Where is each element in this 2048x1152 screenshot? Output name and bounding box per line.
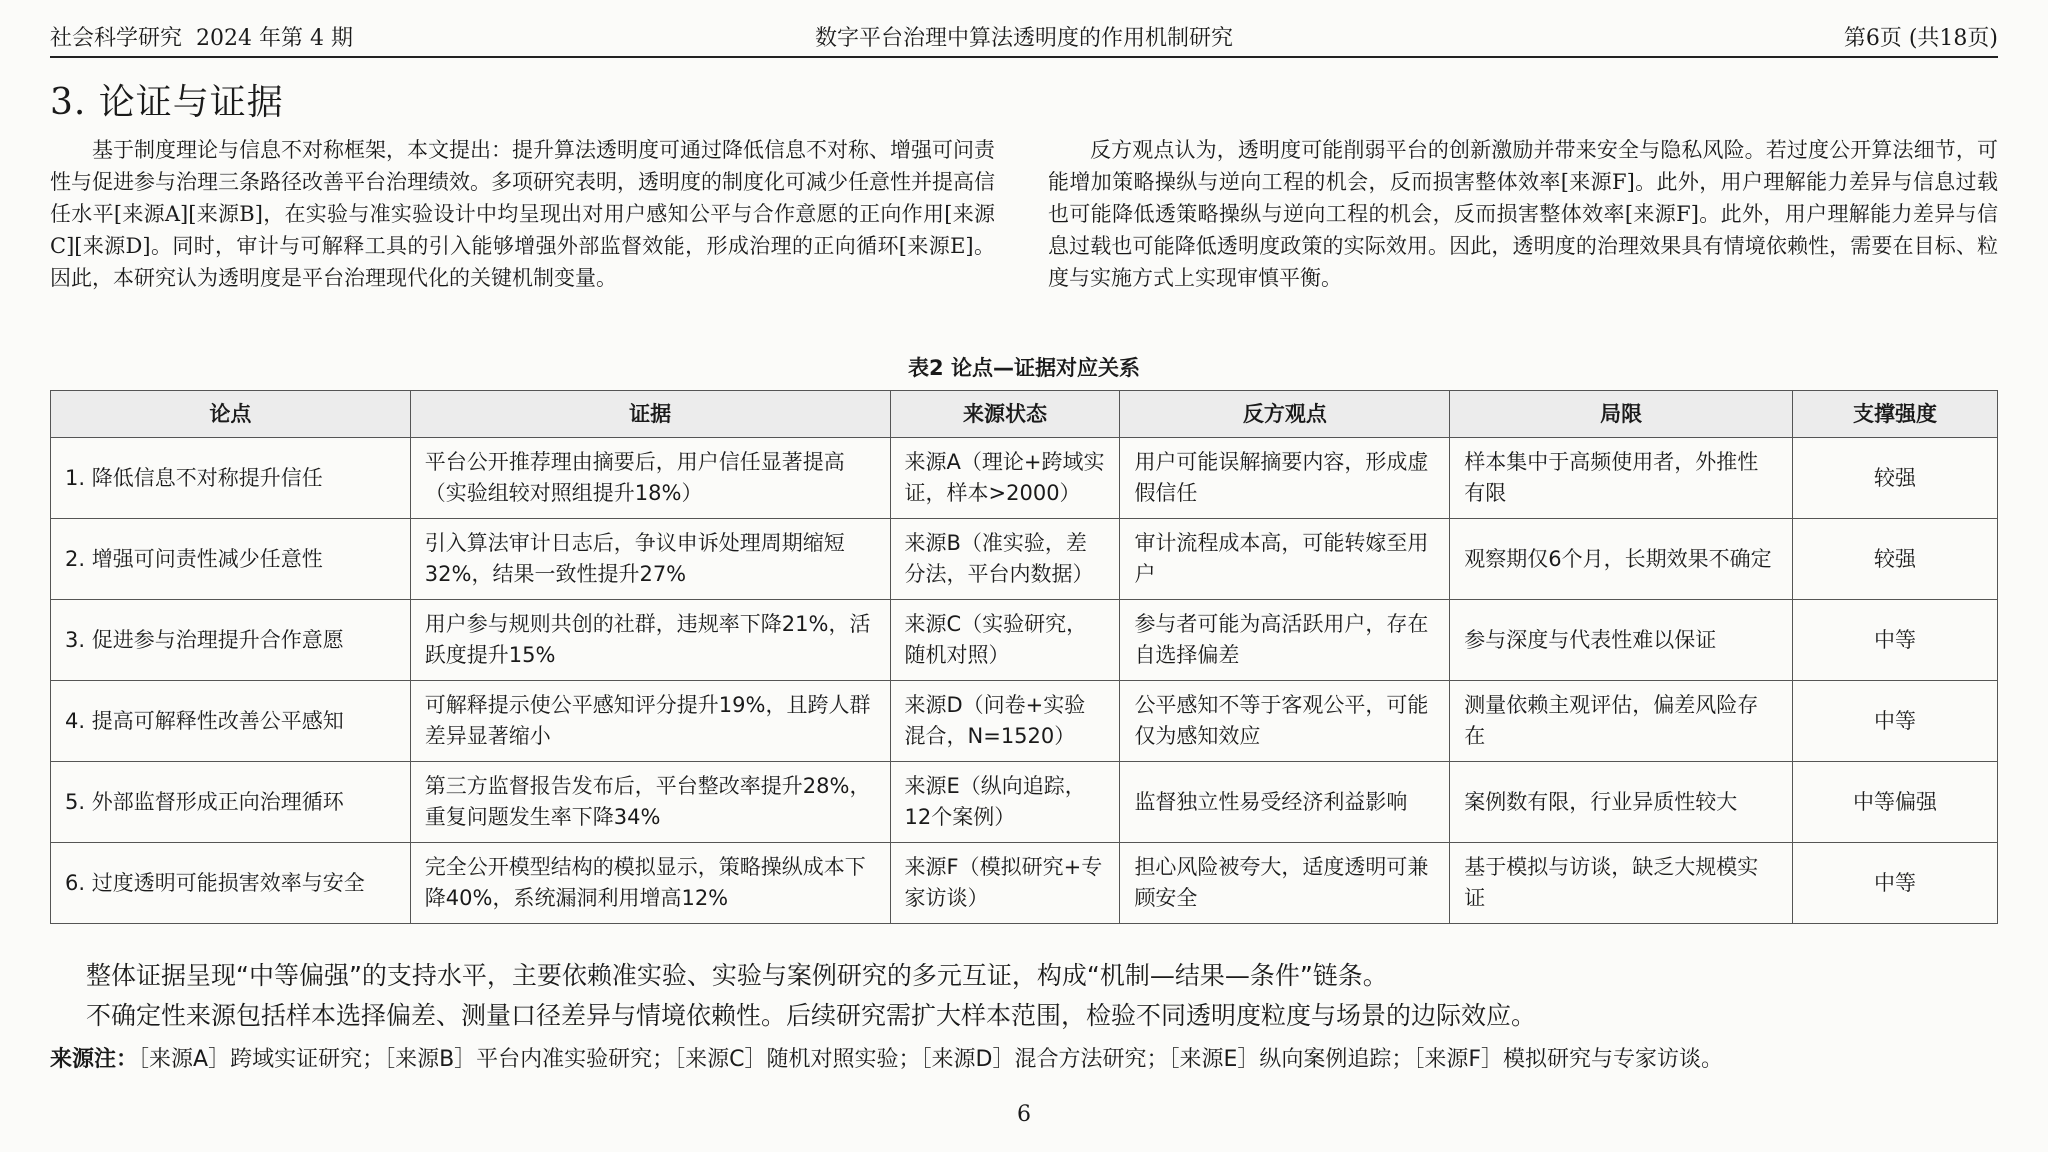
counterpoint-cell: 公平感知不等于客观公平，可能仅为感知效应 <box>1120 681 1450 762</box>
table-row <box>51 519 1998 600</box>
column-header: 反方观点 <box>1120 391 1450 438</box>
column-header: 支撑强度 <box>1793 391 1998 438</box>
left-column <box>50 134 995 294</box>
counterargument-paragraph: 反方观点认为，透明度可能削弱平台的创新激励并带来安全与隐私风险。若过度公开算法细节，可能增加策略操纵与逆向工程的机会，反而损害整体效率[来源F]。此外，用户理解能力差异与信息过载也可能降低透策略操纵与逆向工程的机会，反而损害整体效率[来源F]。此外，用户理解能力差异与信息过载也可能降低透明度政策的实际效用。因此，透明度的治理效果具有情境依赖性，需要在目标、粒度与实施方式上实现审慎平衡。 <box>1048 138 1998 290</box>
right-column <box>1048 134 1998 294</box>
counterpoint-cell: 参与者可能为高活跃用户，存在自选择偏差 <box>1120 600 1450 681</box>
strength-cell: 较强 <box>1793 438 1998 519</box>
source-cell: 来源C（实验研究，随机对照） <box>890 600 1120 681</box>
evidence-cell: 第三方监督报告发布后，平台整改率提升28%，重复问题发生率下降34% <box>410 762 890 843</box>
limitation-cell: 测量依赖主观评估，偏差风险存在 <box>1450 681 1793 762</box>
claim-cell: 4. 提高可解释性改善公平感知 <box>51 681 411 762</box>
page-info: 第6页 (共18页) <box>1843 25 1998 51</box>
source-note <box>50 1042 1723 1073</box>
counterpoint-cell: 审计流程成本高，可能转嫁至用户 <box>1120 519 1450 600</box>
limitation-cell: 参与深度与代表性难以保证 <box>1450 600 1793 681</box>
source-cell: 来源F（模拟研究+专家访谈） <box>890 843 1120 924</box>
table-row <box>51 681 1998 762</box>
counterpoint-cell: 担心风险被夸大，适度透明可兼顾安全 <box>1120 843 1450 924</box>
claim-cell: 1. 降低信息不对称提升信任 <box>51 438 411 519</box>
running-header <box>50 16 1998 58</box>
summary-line: 整体证据呈现“中等偏强”的支持水平，主要依赖准实验、实验与案例研究的多元互证，构成“机制—结果—条件”链条。 <box>86 961 1388 990</box>
strength-cell: 较强 <box>1793 519 1998 600</box>
claim-cell: 2. 增强可问责性减少任意性 <box>51 519 411 600</box>
strength-cell: 中等偏强 <box>1793 762 1998 843</box>
summary-line: 不确定性来源包括样本选择偏差、测量口径差异与情境依赖性。后续研究需扩大样本范围，检验不同透明度粒度与场景的边际效应。 <box>86 1001 1537 1030</box>
strength-cell: 中等 <box>1793 600 1998 681</box>
table-row <box>51 843 1998 924</box>
evidence-cell: 可解释提示使公平感知评分提升19%，且跨人群差异显著缩小 <box>410 681 890 762</box>
source-cell: 来源A（理论+跨域实证，样本>2000） <box>890 438 1120 519</box>
strength-cell: 中等 <box>1793 681 1998 762</box>
article-title: 数字平台治理中算法透明度的作用机制研究 <box>814 25 1233 51</box>
source-note-text: ［来源A］跨域实证研究；［来源B］平台内准实验研究；［来源C］随机对照实验；［来源D］混合方法研究；［来源E］纵向案例追踪；［来源F］模拟研究与专家访谈。 <box>138 1047 1724 1072</box>
source-cell: 来源B（准实验，差分法，平台内数据） <box>890 519 1120 600</box>
evidence-table <box>50 390 1998 924</box>
evidence-cell: 用户参与规则共创的社群，违规率下降21%，活跃度提升15% <box>410 600 890 681</box>
summary-block <box>86 956 2006 1036</box>
source-cell: 来源E（纵向追踪，12个案例） <box>890 762 1120 843</box>
argument-paragraph: 基于制度理论与信息不对称框架，本文提出：提升算法透明度可通过降低信息不对称、增强可问责性与促进参与治理三条路径改善平台治理绩效。多项研究表明，透明度的制度化可减少任意性并提高信任水平[来源A][来源B]，在实验与准实验设计中均呈现出对用户感知公平与合作意愿的正向作用[来源C][来源D]。同时，审计与可解释工具的引入能够增强外部监督效能，形成治理的正向循环[来源E]。因此，本研究认为透明度是平台治理现代化的关键机制变量。 <box>50 138 995 290</box>
column-header: 来源状态 <box>890 391 1120 438</box>
claim-cell: 6. 过度透明可能损害效率与安全 <box>51 843 411 924</box>
counterpoint-cell: 用户可能误解摘要内容，形成虚假信任 <box>1120 438 1450 519</box>
claim-cell: 3. 促进参与治理提升合作意愿 <box>51 600 411 681</box>
evidence-cell: 完全公开模型结构的模拟显示，策略操纵成本下降40%，系统漏洞利用增高12% <box>410 843 890 924</box>
source-cell: 来源D（问卷+实验混合，N=1520） <box>890 681 1120 762</box>
table-row <box>51 438 1998 519</box>
section-title: 3. 论证与证据 <box>50 82 284 123</box>
column-header: 论点 <box>51 391 411 438</box>
table-caption: 表2 论点—证据对应关系 <box>908 356 1140 380</box>
claim-cell: 5. 外部监督形成正向治理循环 <box>51 762 411 843</box>
journal-name: 社会科学研究 2024 年第 4 期 <box>50 25 353 51</box>
column-header: 证据 <box>410 391 890 438</box>
counterpoint-cell: 监督独立性易受经济利益影响 <box>1120 762 1450 843</box>
table-header-row <box>51 391 1998 438</box>
evidence-cell: 引入算法审计日志后，争议申诉处理周期缩短32%，结果一致性提升27% <box>410 519 890 600</box>
limitation-cell: 观察期仅6个月，长期效果不确定 <box>1450 519 1793 600</box>
limitation-cell: 样本集中于高频使用者，外推性有限 <box>1450 438 1793 519</box>
source-note-label: 来源注： <box>50 1047 139 1072</box>
table-row <box>51 600 1998 681</box>
page-number: 6 <box>1017 1102 1031 1127</box>
table-row <box>51 762 1998 843</box>
limitation-cell: 案例数有限，行业异质性较大 <box>1450 762 1793 843</box>
evidence-cell: 平台公开推荐理由摘要后，用户信任显著提高（实验组较对照组提升18%） <box>410 438 890 519</box>
strength-cell: 中等 <box>1793 843 1998 924</box>
column-header: 局限 <box>1450 391 1793 438</box>
limitation-cell: 基于模拟与访谈，缺乏大规模实证 <box>1450 843 1793 924</box>
